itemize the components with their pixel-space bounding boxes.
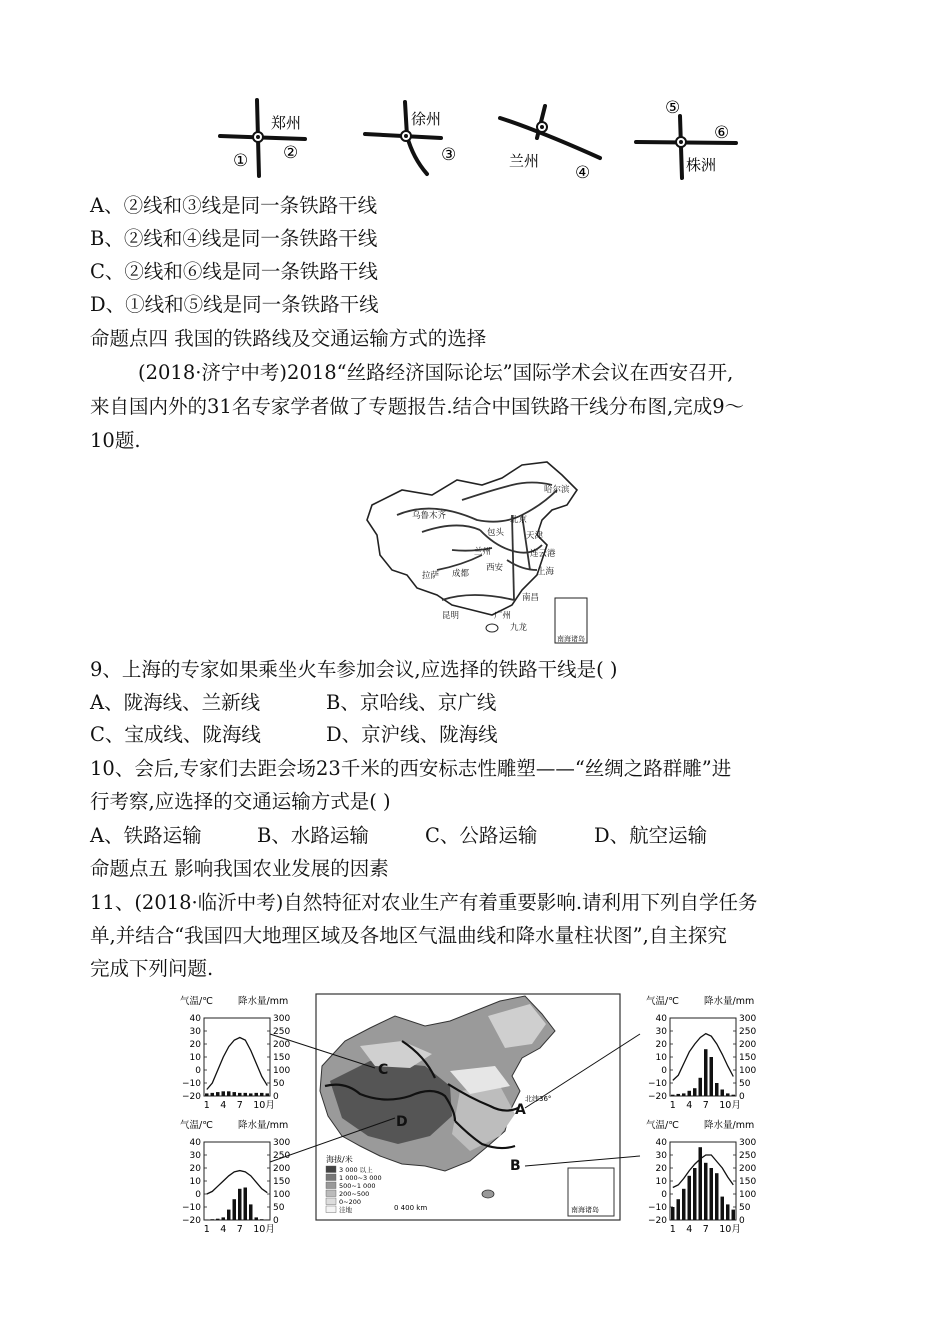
precip-bar [682, 1093, 686, 1096]
right-tick: 0 [739, 1216, 745, 1226]
left-tick: 0 [195, 1066, 201, 1076]
precip-bar [222, 1091, 226, 1096]
map-lhasa: 拉萨 [422, 571, 440, 581]
precip-bar [233, 1199, 237, 1220]
q9-option-b: B、京哈线、京广线 [326, 691, 497, 714]
right-tick: 250 [739, 1027, 757, 1037]
precip-bar [260, 1093, 264, 1096]
marker-5: ⑤ [665, 98, 681, 118]
region-c-label: C [378, 1062, 389, 1078]
left-tick: −10 [182, 1079, 201, 1089]
precip-bar [227, 1091, 231, 1096]
q10-option-d: D、航空运输 [594, 824, 708, 847]
map-shanghai: 上海 [537, 567, 555, 577]
right-tick: 150 [273, 1053, 291, 1063]
right-tick: 250 [273, 1027, 291, 1037]
label-lanzhou: 兰州 [509, 152, 540, 170]
precip-bar [710, 1168, 714, 1220]
temp-axis-title: 气温/℃ [180, 1120, 213, 1131]
q9-option-d: D、京沪线、陇海线 [326, 723, 498, 746]
intro-line-3: 10题. [90, 429, 141, 452]
precip-bar [211, 1093, 215, 1096]
precip-bar [671, 1207, 675, 1220]
precip-bar [671, 1095, 675, 1096]
precip-bar [244, 1188, 248, 1221]
precip-axis-title: 降水量/mm [704, 1120, 755, 1131]
q9-option-a: A、陇海线、兰新线 [90, 691, 261, 714]
precip-bar [693, 1168, 697, 1220]
map-nanchang: 南昌 [522, 593, 540, 603]
precip-bar [211, 1219, 215, 1220]
right-tick: 200 [739, 1040, 757, 1050]
map-tianjin: 天津 [526, 531, 544, 541]
intro-line-1: (2018·济宁中考)2018“丝路经济国际论坛”国际学术会议在西安召开, [138, 361, 734, 384]
map-xian: 西安 [486, 563, 504, 573]
right-tick: 50 [739, 1203, 751, 1213]
left-tick: 40 [655, 1138, 667, 1148]
precip-bar [726, 1204, 730, 1220]
label-xuzhou: 徐州 [411, 110, 442, 128]
climate-chart-d [180, 1119, 290, 1235]
right-tick: 50 [273, 1203, 285, 1213]
q11-line-2: 单,并结合“我国四大地理区域及各地区气温曲线和降水量柱状图”,自主探究 [90, 924, 727, 947]
month-label: 4 [686, 1100, 693, 1111]
right-tick: 300 [273, 1138, 291, 1148]
precip-bar [682, 1189, 686, 1220]
precip-bar [238, 1093, 242, 1096]
month-label: 4 [220, 1100, 227, 1111]
month-label: 1 [669, 1224, 676, 1235]
q8-option-a: A、②线和③线是同一条铁路干线 [90, 194, 378, 217]
legend-swatch [326, 1206, 336, 1213]
precip-bar [721, 1090, 725, 1097]
precip-bar [205, 1219, 209, 1220]
region-a-label: A [515, 1102, 526, 1118]
precip-bar [266, 1093, 270, 1096]
temp-axis-title: 气温/℃ [180, 996, 213, 1007]
q10-option-b: B、水路运输 [257, 824, 369, 847]
q9-stem: 9、上海的专家如果乘坐火车参加会议,应选择的铁路干线是( ) [90, 658, 618, 681]
left-tick: 0 [195, 1190, 201, 1200]
temp-axis-title: 气温/℃ [646, 996, 679, 1007]
month-label: 4 [686, 1224, 693, 1235]
right-tick: 100 [273, 1190, 291, 1200]
precip-bar [732, 1210, 736, 1220]
left-tick: −10 [648, 1203, 667, 1213]
label-zhengzhou: 郑州 [271, 114, 302, 132]
left-tick: 30 [655, 1151, 667, 1161]
plot-frame [204, 1018, 270, 1096]
climate-chart-b [646, 1119, 756, 1235]
left-tick: 30 [189, 1151, 201, 1161]
map-guangzhou: 广州 [494, 611, 512, 621]
left-tick: 30 [655, 1027, 667, 1037]
q10-line-1: 10、会后,专家们去距会场23千米的西安标志性雕塑——“丝绸之路群雕”进 [90, 757, 732, 780]
right-tick: 200 [739, 1164, 757, 1174]
left-tick: 0 [661, 1066, 667, 1076]
label-zhuzhou: 株洲 [686, 156, 717, 174]
section-heading-4: 命题点四 我国的铁路线及交通运输方式的选择 [90, 327, 487, 350]
month-label: 1 [203, 1100, 210, 1111]
precip-axis-title: 降水量/mm [238, 996, 289, 1007]
latitude-label: 北纬36° [525, 1095, 552, 1103]
region-b-label: B [510, 1158, 521, 1174]
precip-bar [721, 1197, 725, 1220]
right-tick: 50 [273, 1079, 285, 1089]
left-tick: 10 [655, 1053, 667, 1063]
right-tick: 100 [739, 1066, 757, 1076]
precip-bar [255, 1217, 259, 1220]
q8-option-b: B、②线和④线是同一条铁路干线 [90, 227, 378, 250]
precip-bar [704, 1163, 708, 1220]
precip-bar [238, 1189, 242, 1220]
marker-6: ⑥ [714, 123, 730, 143]
marker-2: ② [283, 143, 299, 163]
left-tick: 40 [655, 1014, 667, 1024]
right-tick: 150 [273, 1177, 291, 1187]
precip-bar [688, 1176, 692, 1220]
q11-line-1: 11、(2018·临沂中考)自然特征对农业生产有着重要影响.请利用下列自学任务 [90, 891, 758, 914]
precip-bar [227, 1210, 231, 1220]
legend-item: 0~200 [339, 1198, 361, 1206]
q10-option-a: A、铁路运输 [90, 824, 202, 847]
precip-bar [205, 1093, 209, 1096]
left-tick: 10 [189, 1053, 201, 1063]
relief-map [270, 994, 640, 1220]
month-label: 10月 [253, 1100, 275, 1111]
legend-item: 500~1 000 [339, 1182, 376, 1190]
climate-chart-a [646, 995, 756, 1111]
legend-swatch [326, 1182, 336, 1189]
temp-axis-title: 气温/℃ [646, 1120, 679, 1131]
marker-3: ③ [441, 145, 457, 165]
railway-junction-figure [215, 96, 605, 182]
precip-bar [216, 1219, 220, 1220]
right-tick: 150 [739, 1177, 757, 1187]
left-tick: −20 [648, 1092, 667, 1102]
month-label: 10月 [719, 1224, 741, 1235]
right-tick: 0 [273, 1092, 279, 1102]
map-urumqi: 乌鲁木齐 [412, 511, 447, 521]
precip-bar [677, 1199, 681, 1220]
map-kowloon: 九龙 [510, 623, 528, 633]
precip-bar [249, 1093, 253, 1096]
map-lianyungang: 连云港 [530, 549, 556, 559]
precip-bar [715, 1083, 719, 1096]
precip-bar [244, 1093, 248, 1096]
q8-option-d: D、①线和⑤线是同一条铁路干线 [90, 293, 379, 316]
map-lanzhou: 兰州 [474, 547, 492, 557]
q10-line-2: 行考察,应选择的交通运输方式是( ) [90, 790, 391, 813]
right-tick: 250 [273, 1151, 291, 1161]
map-beijing: 北京 [510, 515, 528, 525]
section-heading-5: 命题点五 影响我国农业发展的因素 [90, 857, 389, 880]
precip-bar [266, 1219, 270, 1220]
left-tick: 0 [661, 1190, 667, 1200]
left-tick: 20 [189, 1040, 201, 1050]
precip-bar [233, 1092, 237, 1096]
legend-swatch [326, 1198, 336, 1205]
month-label: 4 [220, 1224, 227, 1235]
scale-bar: 0 400 km [394, 1204, 428, 1212]
china-railway-map [362, 460, 592, 645]
map-harbin: 哈尔滨 [544, 485, 570, 495]
precip-bar [704, 1049, 708, 1096]
legend-swatch [326, 1174, 336, 1181]
plot-frame [204, 1142, 270, 1220]
marker-1: ① [233, 151, 249, 171]
map-nanhai: 南海诸岛 [557, 635, 585, 643]
legend-title: 海拔/米 [326, 1155, 353, 1164]
right-tick: 300 [739, 1014, 757, 1024]
region-d-label: D [396, 1114, 408, 1130]
legend-item: 3 000 以上 [339, 1166, 373, 1174]
q10-option-c: C、公路运输 [425, 824, 538, 847]
right-tick: 200 [273, 1040, 291, 1050]
legend-swatch [326, 1166, 336, 1173]
left-tick: 10 [189, 1177, 201, 1187]
right-tick: 300 [273, 1014, 291, 1024]
precip-bar [688, 1091, 692, 1096]
precip-bar [249, 1204, 253, 1220]
q11-line-3: 完成下列问题. [90, 957, 214, 980]
right-tick: 0 [739, 1092, 745, 1102]
left-tick: −20 [648, 1216, 667, 1226]
right-tick: 150 [739, 1053, 757, 1063]
climate-chart-c [180, 995, 290, 1111]
left-tick: −10 [182, 1203, 201, 1213]
right-tick: 50 [739, 1079, 751, 1089]
precip-bar [216, 1092, 220, 1096]
climate-figure [170, 986, 780, 1236]
precip-bar [693, 1088, 697, 1096]
precip-bar [260, 1219, 264, 1220]
right-tick: 0 [273, 1216, 279, 1226]
map-baotou: 包头 [487, 528, 505, 538]
left-tick: −10 [648, 1079, 667, 1089]
month-label: 10月 [719, 1100, 741, 1111]
month-label: 1 [669, 1100, 676, 1111]
precip-bar [699, 1078, 703, 1096]
precip-bar [726, 1093, 730, 1096]
intro-line-2: 来自国内外的31名专家学者做了专题报告.结合中国铁路干线分布图,完成9～ [90, 395, 745, 418]
left-tick: 40 [189, 1138, 201, 1148]
precip-bar [715, 1173, 719, 1220]
right-tick: 100 [273, 1066, 291, 1076]
month-label: 10月 [253, 1224, 275, 1235]
month-label: 7 [236, 1100, 243, 1111]
right-tick: 100 [739, 1190, 757, 1200]
plot-frame [670, 1018, 736, 1096]
month-label: 7 [702, 1224, 709, 1235]
precip-bar [255, 1093, 259, 1096]
marker-4: ④ [575, 163, 591, 182]
precip-axis-title: 降水量/mm [238, 1120, 289, 1131]
map-kunming: 昆明 [442, 611, 460, 621]
map-chengdu: 成都 [452, 569, 470, 579]
legend-item: 洼地 [339, 1206, 352, 1214]
left-tick: 30 [189, 1027, 201, 1037]
precip-bar [222, 1217, 226, 1220]
precip-bar [710, 1057, 714, 1096]
left-tick: 20 [189, 1164, 201, 1174]
right-tick: 250 [739, 1151, 757, 1161]
left-tick: −20 [182, 1216, 201, 1226]
q9-option-c: C、宝成线、陇海线 [90, 723, 261, 746]
month-label: 7 [702, 1100, 709, 1111]
month-label: 7 [236, 1224, 243, 1235]
q8-option-c: C、②线和⑥线是同一条铁路干线 [90, 260, 378, 283]
left-tick: −20 [182, 1092, 201, 1102]
legend-item: 200~500 [339, 1190, 370, 1198]
zhuzhou-junction [632, 96, 742, 182]
right-tick: 200 [273, 1164, 291, 1174]
left-tick: 20 [655, 1040, 667, 1050]
legend-item: 1 000~3 000 [339, 1174, 382, 1182]
precip-bar [732, 1095, 736, 1096]
month-label: 1 [203, 1224, 210, 1235]
left-tick: 10 [655, 1177, 667, 1187]
right-tick: 300 [739, 1138, 757, 1148]
left-tick: 40 [189, 1014, 201, 1024]
left-tick: 20 [655, 1164, 667, 1174]
nanhai-label: 南海诸岛 [571, 1206, 599, 1214]
legend-swatch [326, 1190, 336, 1197]
precip-bar [677, 1094, 681, 1096]
precip-axis-title: 降水量/mm [704, 996, 755, 1007]
